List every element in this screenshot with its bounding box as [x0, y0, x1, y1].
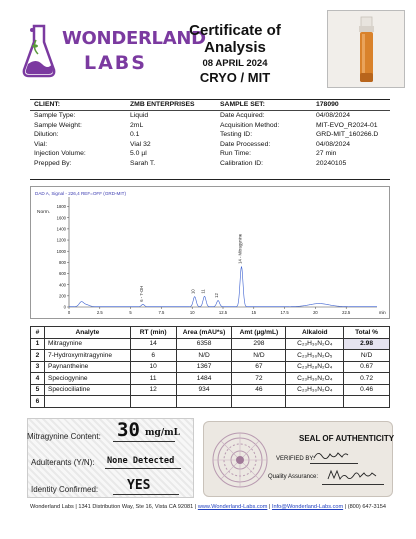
calibration-id-label: Calibration ID:: [220, 160, 264, 167]
seal-of-authenticity: [203, 421, 393, 497]
row-area: 1367: [176, 361, 232, 373]
footer-email-link[interactable]: Info@Wonderland-Labs.com: [271, 504, 344, 510]
row-analyte: Mitragynine: [44, 338, 130, 350]
col-header-amount: Amt (µg/mL): [232, 327, 286, 339]
row-area: 934: [176, 384, 232, 396]
x-tick-label: 10: [189, 310, 195, 315]
sample-set-value: 178090: [316, 101, 339, 108]
row-amount: N/D: [232, 350, 286, 362]
quality-assurance-label: Quality Assurance:: [268, 474, 319, 480]
row-analyte: 7-Hydroxymitragynine: [44, 350, 130, 362]
row-amount: 67: [232, 361, 286, 373]
title-block: [160, 22, 310, 85]
certificate-date: 08 APRIL 2024: [202, 58, 268, 69]
date-acquired-label: Date Acquired:: [220, 112, 265, 119]
row-total: 0.72: [344, 373, 390, 385]
row-alkaloid: C₂₃H₃₀N₂O₅: [286, 350, 344, 362]
identity-value: YES: [127, 478, 151, 493]
prepped-by-label: Prepped By:: [34, 160, 72, 167]
row-num: 6: [31, 396, 45, 408]
logo-text-line1: WONDERLAND: [62, 28, 206, 49]
col-header-num: #: [31, 327, 45, 339]
identity-label: Identity Confirmed:: [31, 485, 99, 494]
row-total: 0.46: [344, 384, 390, 396]
y-tick-label: 800: [59, 259, 66, 265]
chart-title: DAD A, Signal - 226,4 REF=OFF (GRD-MIT): [35, 191, 126, 196]
footer-phone: | (800) 647-3154: [343, 504, 386, 510]
flask-icon: [22, 24, 56, 78]
sample-weight-value: 2mL: [130, 121, 144, 129]
footer-website-link[interactable]: www.Wonderland-Labs.com: [197, 504, 268, 510]
row-num: 1: [31, 338, 45, 350]
x-tick-label: 15: [251, 310, 257, 315]
table-row: [31, 361, 390, 373]
col-header-alkaloid: Alkaloid: [286, 327, 344, 339]
info-row: [34, 159, 386, 169]
table-row: [31, 373, 390, 385]
row-num: 4: [31, 373, 45, 385]
x-unit-label: min: [379, 310, 386, 315]
y-axis-label: Norm.: [37, 210, 51, 215]
peak-label: 12: [214, 293, 220, 298]
x-tick-label: 5: [129, 310, 132, 315]
row-rt: 11: [130, 373, 176, 385]
y-tick-label: 1800: [56, 204, 66, 210]
content-value: 30: [117, 419, 140, 441]
client-value: ZMB ENTERPRISES: [130, 101, 195, 108]
row-alkaloid: [286, 396, 344, 408]
adulterants-underline: [105, 468, 181, 469]
y-tick-label: 1600: [56, 215, 66, 221]
footer-address: Wonderland Labs | 1341 Distribution Way, Ste 16, Vista CA 92081 |: [30, 504, 198, 510]
content-label: Mitragynine Content:: [27, 432, 101, 441]
adulterants-label: Adulterants (Y/N):: [31, 458, 95, 467]
peak-label: 10: [190, 289, 196, 294]
table-row: [31, 384, 390, 396]
logo-text-line2: LABS: [84, 52, 147, 74]
dilution-label: Dilution:: [34, 131, 59, 139]
x-tick-label: 7.5: [158, 310, 165, 315]
row-num: 3: [31, 361, 45, 373]
info-row: [34, 149, 386, 159]
y-tick-label: 1200: [56, 237, 66, 243]
injection-volume-value: 5.0 µl: [130, 150, 147, 158]
injection-volume-label: Injection Volume:: [34, 150, 86, 158]
vial-value: Vial 32: [130, 140, 151, 148]
row-alkaloid: C₂₃H₂₈N₂O₄: [286, 361, 344, 373]
x-tick-label: 12.5: [218, 310, 228, 315]
date-processed-label: Date Processed:: [220, 140, 271, 148]
row-total: N/D: [344, 350, 390, 362]
client-label: CLIENT:: [34, 101, 61, 108]
row-area: [176, 396, 232, 408]
sample-type-label: Sample Type:: [34, 112, 76, 119]
calibration-id-value: 20240105: [316, 160, 347, 167]
col-header-analyte: Analyte: [44, 327, 130, 339]
row-amount: 298: [232, 338, 286, 350]
seal-title: SEAL OF AUTHENTICITY: [299, 434, 395, 443]
peak-label: 11: [200, 289, 206, 294]
col-header-area: Area (mAU*s): [176, 327, 232, 339]
header: [0, 0, 416, 92]
x-tick-label: 17.5: [280, 310, 289, 315]
y-tick-label: 400: [59, 282, 66, 288]
prepped-by-value: Sarah T.: [130, 160, 156, 167]
row-total: [344, 396, 390, 408]
y-tick-label: 1400: [56, 226, 66, 232]
col-header-rt: RT (min): [130, 327, 176, 339]
info-row: [34, 111, 386, 121]
content-underline: [113, 441, 175, 442]
y-tick-label: 0: [63, 304, 66, 310]
run-time-value: 27 min: [316, 150, 337, 158]
info-row-client: [34, 100, 386, 110]
row-rt: 6: [130, 350, 176, 362]
identity-underline: [113, 494, 179, 495]
verifier-signature: [312, 448, 350, 462]
row-alkaloid: C₂₃H₃₀N₂O₄: [286, 338, 344, 350]
acquisition-method-value: MIT-EVO_R2024-01: [316, 121, 378, 129]
peak-label: 6 - 7-OH: [138, 285, 144, 302]
info-row: [34, 140, 386, 150]
signal-trace: [69, 267, 377, 307]
table-row: [31, 338, 390, 350]
summary-panel: [27, 418, 194, 498]
x-tick-label: 0: [67, 310, 71, 315]
sample-weight-label: Sample Weight:: [34, 121, 82, 129]
x-tick-label: 20: [313, 310, 318, 315]
verified-underline: [310, 463, 358, 464]
row-num: 2: [31, 350, 45, 362]
row-analyte: Paynantheine: [44, 361, 130, 373]
vial-label: Vial:: [34, 140, 48, 148]
row-area: 1484: [176, 373, 232, 385]
seal-badge-icon: [210, 430, 270, 490]
footer: [0, 504, 416, 510]
acquisition-method-label: Acquisition Method:: [220, 121, 280, 129]
sample-info-table: [30, 99, 390, 180]
content-unit: mg/mL: [145, 428, 180, 438]
row-amount: 72: [232, 373, 286, 385]
table-row: [31, 350, 390, 362]
date-acquired-value: 04/08/2024: [316, 112, 351, 119]
row-num: 5: [31, 384, 45, 396]
row-analyte: [44, 396, 130, 408]
footer-separator: |: [267, 504, 272, 510]
testing-id-value: GRD-MIT_160266.D: [316, 131, 379, 139]
product-vial-image: [327, 10, 405, 88]
info-row: [34, 130, 386, 140]
row-rt: 12: [130, 384, 176, 396]
row-analyte: Speciogynine: [44, 373, 130, 385]
table-row: [31, 396, 390, 408]
run-time-label: Run Time:: [220, 150, 251, 158]
results-table: [30, 326, 390, 408]
verified-by-label: VERIFIED BY:: [276, 456, 315, 462]
x-tick-label: 22.5: [342, 310, 351, 315]
chromatogram: [30, 186, 390, 319]
row-analyte: Speciociliatine: [44, 384, 130, 396]
row-alkaloid: C₂₃H₃₀N₂O₄: [286, 373, 344, 385]
row-rt: 10: [130, 361, 176, 373]
chromatogram-plot: [31, 187, 389, 318]
row-rt: [130, 396, 176, 408]
row-area: N/D: [176, 350, 232, 362]
product-name: CRYO / MIT: [199, 70, 271, 85]
y-tick-label: 200: [59, 293, 66, 299]
row-area: 6358: [176, 338, 232, 350]
row-alkaloid: C₂₃H₃₀N₂O₄: [286, 384, 344, 396]
vial-illustration: [328, 11, 405, 88]
row-total-highlighted: 2.98: [344, 338, 390, 350]
row-amount: 46: [232, 384, 286, 396]
qa-underline: [322, 484, 384, 485]
col-header-total: Total %: [344, 327, 390, 339]
date-processed-value: 04/08/2024: [316, 140, 351, 148]
info-row: [34, 121, 386, 131]
dilution-value: 0.1: [130, 131, 140, 139]
sample-set-label: SAMPLE SET:: [220, 101, 265, 108]
y-tick-label: 1000: [56, 248, 66, 254]
row-amount: [232, 396, 286, 408]
peak-label: 14 - Mitragynine: [237, 233, 243, 264]
y-tick-label: 600: [59, 271, 66, 277]
row-total: 0.67: [344, 361, 390, 373]
results-header-row: [31, 327, 390, 339]
adulterants-value: None Detected: [107, 456, 175, 466]
qa-signature: [326, 467, 378, 483]
testing-id-label: Testing ID:: [220, 131, 253, 139]
row-rt: 14: [130, 338, 176, 350]
certificate-title: Certificate of Analysis: [189, 22, 281, 56]
company-logo: [22, 20, 206, 80]
sample-type-value: Liquid: [130, 112, 149, 119]
x-tick-label: 2.5: [96, 310, 103, 315]
